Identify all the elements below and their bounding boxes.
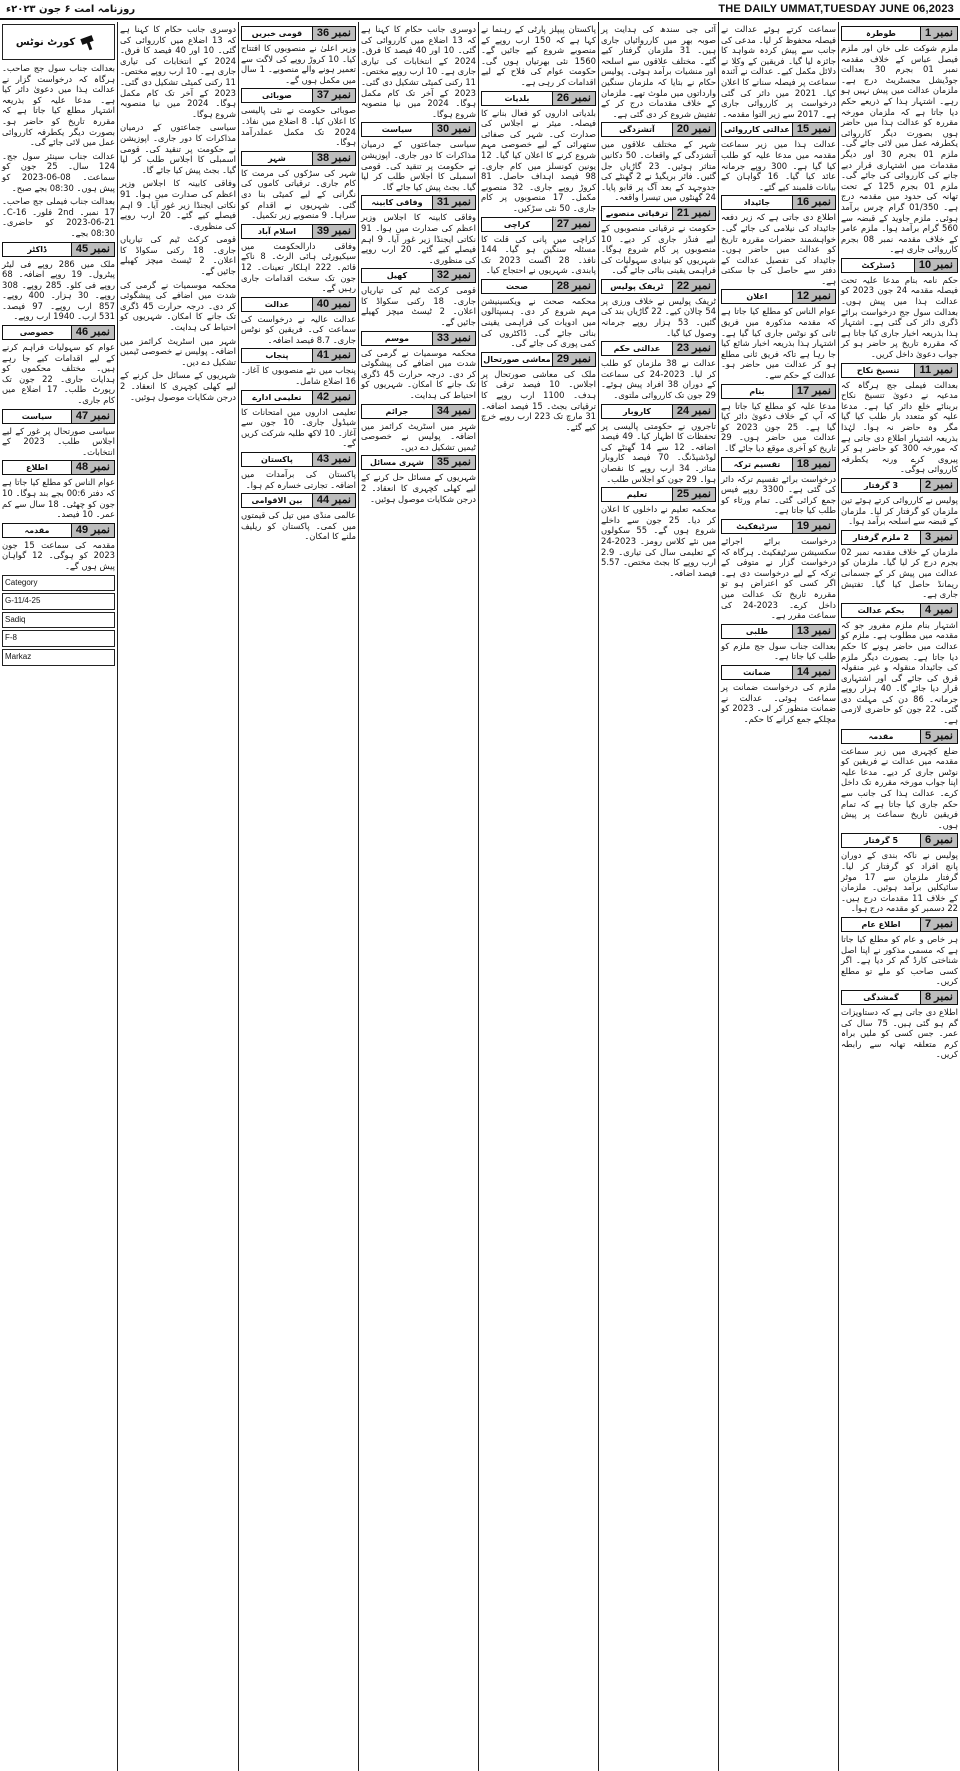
notice-title: سیاست	[21, 411, 53, 421]
notice-title: شہر	[268, 153, 286, 163]
notice-number: نمبر 33	[432, 332, 475, 345]
notice-title: گمشدگی	[863, 992, 899, 1002]
notice-heading	[361, 268, 476, 283]
notice-body-text: بلدیاتی اداروں کو فعال بنانے کا فیصلہ۔ میئر نے اجلاس کی صدارت کی۔ شہر کی صفائی ستھرائی کے لیے خصوصی مہم شروع کرنے کا اعلان کیا گیا۔ 12 یونین کونسلز میں کام جاری۔ 98 فیصد اہداف حاصل۔ 81 کروڑ روپے جاری۔ 32 منصوبے مکمل۔ 17 منصوبوں پر کام جاری۔ 50 نئی سڑکیں۔	[481, 107, 596, 213]
notice-heading	[601, 206, 716, 221]
notice-heading	[2, 409, 115, 424]
masthead-urdu-date: روزنامہ امت ۶ جون ۲۰۲۳ء	[6, 3, 136, 15]
notice-title: سیاست	[381, 125, 413, 135]
notice-body-text: عدالت عالیہ نے درخواست کی سماعت کی۔ فریقین کو نوٹس جاری۔ 8.7 فیصد اضافہ۔	[241, 313, 356, 345]
notice-block	[120, 280, 236, 333]
notice-number: نمبر 41	[312, 349, 355, 362]
notice-heading	[2, 325, 115, 340]
notice-number: نمبر 27	[552, 218, 595, 231]
notice-number: نمبر 22	[672, 280, 715, 293]
notice-number: نمبر 26	[552, 92, 595, 105]
notice-body-text: سیاسی جماعتوں کے درمیان مذاکرات کا دور جاری۔ اپوزیشن نے حکومت پر تنقید کی۔ قومی اسمبلی کا اجلاس طلب کر لیا گیا۔ بجٹ پیش کیا جائے گا۔	[361, 139, 476, 192]
notice-block	[241, 88, 356, 147]
notice-number: نمبر 5	[920, 730, 957, 743]
notice-block	[2, 325, 115, 406]
notice-body-text: پاکستان کی برآمدات میں اضافہ۔ تجارتی خسارہ کم ہوا۔	[241, 469, 356, 490]
notice-title: طلبی	[745, 626, 769, 636]
notice-title: پنجاب	[265, 351, 289, 361]
notice-number: نمبر 18	[792, 458, 835, 471]
notice-block	[841, 258, 958, 360]
notice-block	[601, 341, 716, 400]
notice-block	[120, 178, 236, 231]
notice-title: قومی خبریں	[251, 29, 303, 38]
notice-number: نمبر 15	[792, 123, 835, 136]
notice-heading	[241, 297, 356, 312]
notice-number: نمبر 44	[312, 494, 355, 507]
notice-title: عدالتی حکم	[613, 344, 661, 354]
notice-heading	[481, 352, 596, 367]
notice-heading	[721, 289, 836, 304]
notice-number: نمبر 37	[312, 89, 355, 102]
notice-number: نمبر 11	[914, 364, 957, 377]
notice-number: نمبر 39	[312, 225, 355, 238]
notice-number: نمبر 20	[672, 123, 715, 136]
notice-title: 3 گرفتار	[863, 480, 899, 490]
notice-title: ڈاکٹر	[27, 244, 47, 254]
notice-body-text: محکمہ تعلیم نے داخلوں کا اعلان کر دیا۔ 25 جون سے داخلے شروع ہوں گے۔ 55 سکولوں میں نئے کلاس رومز۔ 2023-24 کے تعلیمی سال کی تیاری۔ 2.9 ارب روپے کا بجٹ مختص۔ 5.57 فیصد اضافہ۔	[601, 504, 717, 578]
notice-heading	[841, 603, 958, 618]
notice-block	[721, 665, 836, 724]
notice-heading	[601, 279, 716, 294]
notice-block	[601, 122, 716, 203]
notice-block	[841, 603, 958, 726]
notice-body-text: پنجاب میں نئے منصوبوں کا آغاز۔ 16 اضلاع شامل۔	[241, 365, 356, 387]
notice-block	[241, 224, 356, 294]
notice-title: کھیل	[386, 271, 408, 281]
notice-block	[601, 24, 716, 119]
column-1	[838, 22, 960, 1771]
notice-block	[2, 151, 115, 193]
notice-heading	[721, 624, 836, 639]
notice-body-text: عوام الناس کو مطلع کیا جاتا ہے کہ مقدمہ مذکورہ میں فریق ثانی کو نوٹس جاری کیا گیا ہے۔ اشتہار ہذا بذریعہ اخبار شائع کیا جا رہا ہے تاکہ فریق ثانی مطلع ہو کر عدالت میں حاضر ہو۔ عدالت کے حکم سے۔	[721, 306, 836, 381]
column-6	[238, 22, 358, 1771]
notice-block	[721, 122, 836, 192]
notice-title: سرٹیفکیٹ	[736, 521, 778, 531]
court-reference: Category	[2, 575, 115, 592]
notice-block	[721, 624, 836, 662]
notice-block	[120, 336, 236, 368]
notice-heading	[2, 460, 115, 475]
notice-block	[2, 523, 115, 572]
notice-body-text: شہر میں اسٹریٹ کرائمز میں اضافہ۔ پولیس نے خصوصی ٹیمیں تشکیل دے دیں۔	[361, 420, 476, 452]
notice-number: نمبر 40	[312, 298, 355, 311]
notice-body-text: ہر خاص و عام کو مطلع کیا جاتا ہے کہ مسمی مذکور نے اپنا اصل شناختی کارڈ گم کر دیا ہے۔ اگر کسی صاحب کو ملے تو مطلع کریں۔	[841, 933, 958, 987]
notice-number: نمبر 28	[552, 280, 595, 293]
notice-heading	[841, 530, 958, 545]
notice-title: بحکم عدالت	[857, 605, 905, 615]
notice-body-text: تاجروں نے حکومتی پالیسی پر تحفظات کا اظہار کیا۔ 49 فیصد اضافہ۔ 12 سے 14 گھنٹے کی لوڈشیڈنگ۔ 70 فیصد کاروبار متاثر۔ 34 ارب روپے کا نقصان ہوا۔ 29 جون کو اجلاس طلب۔	[601, 420, 716, 484]
notice-heading	[841, 26, 958, 41]
notice-block	[241, 151, 356, 221]
notice-body-text: حکم نامہ بنام مدعا علیہ تحت فیصلہ مقدمہ 24 جون 2023 کو عدالت ہذا میں پیش ہوں۔ بعدالت سول جج درخواست برائے ڈگری دائر کی گئی ہے۔ اشتہار ہذا بذریعہ اخبار جاری کیا جاتا ہے کہ مقررہ تاریخ پر حاضر ہو کر جواب دعویٰ داخل کریں۔	[841, 274, 959, 360]
notice-block	[361, 122, 476, 192]
notice-body-text: سیاسی صورتحال پر غور کے لیے اجلاس طلب۔ 2023 کے انتخابات۔	[2, 425, 115, 457]
notice-heading	[841, 917, 958, 932]
column-4	[478, 22, 598, 1771]
notice-body-text: وزیر اعلیٰ نے منصوبوں کا افتتاح کیا۔ 10 کروڑ روپے کی لاگت سے تعمیر ہونے والے منصوبے۔ 1 سال میں مکمل ہوں گے۔	[241, 43, 357, 85]
notice-heading	[721, 519, 836, 534]
notice-heading	[841, 478, 958, 493]
court-notice-header	[2, 24, 115, 60]
masthead-english-title: THE DAILY UMMAT,TUESDAY JUNE 06,2023	[718, 3, 954, 15]
notice-number: نمبر 16	[792, 196, 835, 209]
notice-title: خصوصی	[19, 328, 55, 338]
notice-title: بلدیات	[504, 93, 530, 103]
notice-body-text: ملک میں 286 روپے فی لیٹر پیٹرول۔ 19 روپے اضافہ۔ 68 روپے فی کلو۔ 285 روپے۔ 308 روپے۔ 30 ہزار۔ 400 روپے۔ 857 ارب روپے۔ 97 فیصد۔ 531 ارب۔ 1940 ارب روپے۔	[2, 258, 116, 322]
notice-title: ٹریفک پولیس	[610, 281, 664, 291]
notice-block	[601, 279, 716, 338]
notice-body-text: بعدالت جناب سول جج ملزم کو طلب کیا جاتا ہے۔	[721, 640, 836, 662]
notice-block	[2, 409, 115, 458]
notice-title: آتشزدگی	[619, 125, 655, 135]
notice-title: تعلیمی ادارے	[252, 392, 302, 402]
notice-number: نمبر 6	[920, 834, 957, 847]
notice-heading	[841, 833, 958, 848]
notice-body-text: شہریوں کے مسائل حل کرنے کے لیے کھلی کچہری کا انعقاد۔ 2 درجن شکایات موصول ہوئیں۔	[361, 472, 476, 504]
notice-block	[721, 195, 836, 286]
notice-block	[2, 242, 115, 323]
notice-number: نمبر 2	[920, 479, 957, 492]
notice-block	[2, 196, 115, 238]
notice-number: نمبر 3	[920, 531, 957, 544]
notice-body-text: مدعا علیہ کو مطلع کیا جاتا ہے کہ آپ کے خلاف دعویٰ دائر کیا گیا ہے۔ 25 جون 2023 کو عدالت میں حاضر ہوں۔ 29 تاریخ کو آخری موقع دیا جائے گا۔	[721, 400, 836, 453]
notice-body-text: درخواست برائے تقسیم ترکہ دائر کی گئی ہے۔ 3300 روپے فیس جمع کرائی گئی۔ تمام ورثاء کو طلب کیا جاتا ہے۔	[721, 473, 837, 516]
notice-heading	[721, 384, 836, 399]
notice-body-text: شہر میں اسٹریٹ کرائمز میں اضافہ۔ پولیس نے خصوصی ٹیمیں تشکیل دے دیں۔	[120, 335, 236, 367]
notice-number: نمبر 4	[920, 604, 957, 617]
notice-title: بنام	[749, 386, 765, 396]
notice-title: تنسیخ نکاح	[856, 365, 900, 375]
notice-number: نمبر 49	[71, 524, 114, 537]
notice-block	[241, 493, 356, 542]
notice-number: نمبر 24	[672, 405, 715, 418]
notice-number: نمبر 1	[920, 27, 957, 40]
court-reference: Markaz	[2, 649, 115, 666]
court-reference: G-11/4-25	[2, 593, 115, 610]
notice-heading	[721, 195, 836, 210]
notice-number: نمبر 35	[432, 456, 475, 469]
notice-body-text: صوبائی حکومت نے نئی پالیسی کا اعلان کیا۔ 8 اضلاع میں نفاذ۔ 2024 تک مکمل عملدرآمد ہوگا۔	[241, 105, 356, 148]
notice-block	[601, 487, 716, 578]
notice-heading	[841, 990, 958, 1005]
notice-heading	[241, 452, 356, 467]
notice-heading	[481, 91, 596, 106]
notice-title: مقدمہ	[868, 731, 894, 741]
notice-body-text: ضلع کچہری میں زیر سماعت مقدمہ میں عدالت نے فریقین کو نوٹس جاری کر دیے۔ مدعا علیہ اپنا جواب مورخہ مقررہ تک داخل کرے۔ عدالت ہذا کی جانب سے حکم جاری کیا جاتا ہے کہ تمام فریقین تاریخ سماعت پر پیش ہوں۔	[841, 745, 958, 830]
notice-title: پاکستان	[260, 455, 293, 465]
notice-block	[241, 452, 356, 490]
notice-title: موسم	[384, 333, 409, 343]
notice-body-text: عوام کو سہولیات فراہم کرنے کے لیے اقدامات کیے جا رہے ہیں۔ مختلف محکموں کو ہدایات جاری۔ 22 جون تک رپورٹ طلب۔ 17 اضلاع میں کام جاری۔	[2, 342, 115, 406]
notice-body-text: عدالت جناب سینئر سول جج۔ 124 سال۔ 25 جون کو سماعت۔ 08-06-2023 کو پیش ہوں۔ 08:30 بجے صبح۔	[2, 150, 116, 193]
notice-title: مقدمہ	[24, 525, 50, 535]
notice-title: تعلیم	[626, 490, 648, 500]
notice-heading	[841, 363, 958, 378]
notice-block	[481, 352, 596, 433]
notice-body-text: آئی جی سندھ کی ہدایت پر صوبہ بھر میں کارروائیاں جاری ہیں۔ 31 ملزمان گرفتار کیے گئے۔ مختلف علاقوں سے اسلحہ اور منشیات برآمد ہوئی۔ پولیس حکام نے بتایا کہ ملزمان سنگین وارداتوں میں ملوث تھے۔ ملزمان کے خلاف مقدمات درج کر کے تفتیش شروع کر دی گئی ہے۔	[601, 24, 716, 119]
notice-body-text: قومی کرکٹ ٹیم کی تیاریاں جاری۔ 18 رکنی سکواڈ کا اعلان۔ 2 ٹیسٹ میچز کھیلے جائیں گے۔	[361, 285, 477, 328]
notice-block	[721, 289, 836, 380]
notice-body-text: پاکستان پیپلز پارٹی کے رہنما نے کہا ہے کہ 150 ارب روپے کے منصوبے شروع کیے جائیں گے۔ 1560 نئی بھرتیاں ہوں گی۔ حکومت عوام کی فلاح کے لیے اقدامات کر رہی ہے۔	[481, 24, 596, 87]
notice-body-text: شہر کے مختلف علاقوں میں آتشزدگی کے واقعات۔ 50 دکانیں متاثر ہوئیں۔ 23 گاڑیاں جل گئیں۔ فائر بریگیڈ نے 2 گھنٹے کی جدوجہد کے بعد آگ پر قابو پایا۔ 24 گھنٹوں میں تیسرا واقعہ۔	[601, 139, 716, 203]
notice-block	[120, 234, 236, 276]
notice-body-text: ٹریفک پولیس نے خلاف ورزی پر 54 چالان کیے۔ 22 گاڑیاں بند کی گئیں۔ 53 ہزار روپے جرمانہ وصول کیا گیا۔	[601, 295, 716, 338]
notice-number: نمبر 7	[920, 918, 957, 931]
notice-block	[2, 63, 115, 148]
notice-number: نمبر 31	[432, 196, 475, 209]
notice-title: شہری مسائل	[369, 458, 424, 468]
notice-title: معاشی صورتحال	[483, 354, 551, 364]
notice-heading	[601, 122, 716, 137]
notice-heading	[241, 493, 356, 508]
notice-title: جرائم	[385, 406, 409, 416]
notice-body-text: محکمہ موسمیات نے گرمی کی شدت میں اضافے کی پیشگوئی کر دی۔ درجہ حرارت 45 ڈگری تک جانے کا امکان۔ شہریوں کو احتیاط کی ہدایت۔	[361, 347, 476, 401]
notice-block	[841, 363, 958, 475]
notice-body-text: ملک کی معاشی صورتحال پر اجلاس۔ 10 فیصد ترقی کا ہدف۔ 1100 ارب روپے کا ترقیاتی بجٹ۔ 15 فیصد اضافہ۔ 31 مارچ تک 223 ارب روپے خرچ کیے گئے۔	[481, 368, 596, 432]
notice-block	[2, 460, 115, 519]
notice-number: نمبر 36	[312, 27, 355, 40]
notice-heading	[721, 122, 836, 137]
notice-title: وفاقی کابینہ	[371, 198, 423, 208]
notice-block	[481, 24, 596, 88]
notice-title: ترقیاتی منصوبے	[605, 208, 669, 218]
notice-number: نمبر 34	[432, 405, 475, 418]
notice-heading	[721, 665, 836, 680]
notice-number: نمبر 43	[312, 453, 355, 466]
notice-number: نمبر 30	[432, 123, 475, 136]
notice-body-text: دوسری جانب حکام کا کہنا ہے کہ 13 اضلاع میں کارروائی کی گئی۔ 10 اور 40 فیصد کا فرق۔ 2024 کے انتخابات کی تیاری جاری ہے۔ 10 ارب روپے مختص۔ 11 رکنی کمیٹی تشکیل دی گئی۔ 2023 کے آخر تک کام مکمل ہوگا۔ 2024 میں نیا منصوبہ شروع ہوگا۔	[120, 24, 237, 119]
notice-number: نمبر 21	[672, 207, 715, 220]
notice-number: نمبر 42	[312, 391, 355, 404]
notice-body-text: بعدالت فیملی جج ہرگاہ کہ مدعیہ نے دعویٰ تنسیخ نکاح بربنائے خلع دائر کیا ہے۔ مدعا علیہ کو متعدد بار طلب کیا گیا مگر وہ حاضر نہ ہوا۔ لہٰذا بذریعہ اشتہار اطلاع دی جاتی ہے کہ مورخہ 300 کو حاضر ہو کر پیروی کرے ورنہ یکطرفہ کارروائی ہوگی۔	[841, 379, 958, 475]
notice-number: نمبر 47	[71, 410, 114, 423]
notice-number: نمبر 23	[672, 342, 715, 355]
notice-heading	[2, 242, 115, 257]
notice-title: اعلان	[746, 292, 768, 302]
notice-body-text: کراچی میں پانی کی قلت کا مسئلہ سنگین ہو گیا۔ 144 نافذ۔ 28 اگست 2023 تک پابندی۔ شہریوں نے احتجاج کیا۔	[481, 233, 596, 276]
notice-body-text: اطلاع دی جاتی ہے کہ زیر دفعہ جائیداد کی نیلامی کی جائے گی۔ خواہشمند حضرات مقررہ تاریخ کو عدالت میں حاضر ہوں۔ جائیداد کی تفصیل عدالت کے دفتر سے حاصل کی جا سکتی ہے۔	[721, 212, 836, 286]
column-7	[118, 22, 238, 1771]
notice-block	[841, 917, 958, 987]
notice-body-text: بعدالت جناب فیملی جج صاحب۔ 17 نمبر۔ 2nd فلور۔ 16-C۔ 21-06-2023 کو حاضری۔ 08:30 بجے۔	[2, 196, 115, 238]
notice-block	[481, 91, 596, 214]
notice-number: نمبر 29	[552, 353, 595, 366]
notice-block	[841, 26, 958, 255]
notice-number: نمبر 13	[792, 625, 835, 638]
court-reference: Sadiq	[2, 612, 115, 629]
notice-body-text: ملزمان کے خلاف مقدمہ نمبر 02 بجرم درج کر لیا گیا۔ ملزمان کو عدالت میں پیش کر کے جسمانی ریمانڈ حاصل کیا گیا۔ تفتیش جاری ہے۔	[841, 546, 958, 600]
court-notice-title: کورٹ نوٹس	[15, 36, 76, 48]
notice-heading	[601, 341, 716, 356]
notice-heading	[361, 404, 476, 419]
notice-body-text: سیاسی جماعتوں کے درمیان مذاکرات کا دور جاری۔ اپوزیشن نے حکومت پر تنقید کی۔ قومی اسمبلی کا اجلاس طلب کر لیا گیا۔ بجٹ پیش کیا جائے گا۔	[120, 122, 236, 175]
notice-heading	[841, 258, 958, 273]
notice-number: نمبر 25	[672, 488, 715, 501]
notice-title: ڈسٹرکٹ	[861, 260, 895, 270]
notice-block	[721, 24, 836, 119]
notice-body-text: اشتہار بنام ملزم مفرور جو کہ مقدمہ میں مطلوب ہے۔ ملزم کو عدالت میں حاضر ہونے کا حکم دیا جاتا ہے۔ بصورت دیگر ملزم کی جائیداد منقولہ و غیر منقولہ قرق کی جائے گی اور اشتہاری قرار دیا جائے گا۔ 40 ہزار روپے جرمانہ۔ 86 دن کی مہلت دی گئی۔ 22 جون کو حاضری لازمی ہے۔	[841, 619, 958, 726]
notice-body-text: عدالت ہذا میں زیر سماعت مقدمہ میں مدعا علیہ کو طلب کیا گیا ہے۔ 300 روپے جرمانہ عائد کیا گیا۔ 16 گواہان کے بیانات قلمبند کیے گئے۔	[721, 139, 837, 192]
notice-block	[841, 990, 958, 1060]
notice-title: صوبائی	[262, 91, 292, 101]
notice-body-text: شہر کی سڑکوں کی مرمت کا کام جاری۔ ترقیاتی کاموں کی نگرانی کے لیے کمیٹی بنا دی گئی۔ شہریوں نے اقدام کو سراہا۔ 9 منصوبے زیر تکمیل۔	[241, 167, 356, 221]
notice-heading	[241, 88, 356, 103]
column-3	[598, 22, 718, 1771]
notice-heading	[241, 224, 356, 239]
notice-title: تقسیم ترکہ	[733, 459, 781, 469]
notice-block	[120, 122, 236, 175]
notice-body-text: بعدالت جناب سول جج صاحب۔ ہرگاہ کہ درخواست گزار نے عدالت ہذا میں دعویٰ دائر کیا ہے۔ مدعا علیہ کو بذریعہ اشتہار مطلع کیا جاتا ہے کہ مقررہ تاریخ کو حاضر ہو۔ بصورت دیگر یکطرفہ کارروائی عمل میں لائی جائے گی۔	[2, 63, 115, 148]
notice-title: طوطرہ	[866, 29, 896, 38]
notice-number: نمبر 38	[312, 152, 355, 165]
notice-block	[601, 404, 716, 485]
notice-title: کراچی	[503, 219, 531, 229]
notice-body-text: حکومت نے ترقیاتی منصوبوں کے لیے فنڈز جاری کر دیے۔ 10 منصوبوں پر کام شروع ہوگا۔ شہریوں کو بنیادی سہولیات کی فراہمی یقینی بنائی جائے گی۔	[601, 222, 716, 276]
notice-title: بین الاقوامی	[251, 496, 303, 506]
notice-block	[120, 24, 236, 119]
notice-body-text: مقدمہ کی سماعت 15 جون 2023 کو ہوگی۔ 12 گواہان پیش ہوں گے۔	[2, 539, 115, 571]
notice-body-text: اطلاع دی جاتی ہے کہ دستاویزات گم ہو گئی ہیں۔ 75 سال کی عمر۔ جس کسی کو ملیں براہ کرم متعلقہ تھانہ سے رابطہ کریں۔	[841, 1006, 958, 1060]
notice-body-text: وفاقی کابینہ کا اجلاس وزیر اعظم کی صدارت میں ہوا۔ 91 نکاتی ایجنڈا زیر غور آیا۔ 9 اہم فیصلے کیے گئے۔ 20 ارب روپے کی منظوری۔	[361, 212, 476, 265]
notice-number: نمبر 8	[920, 991, 957, 1004]
notice-heading	[2, 523, 115, 538]
notice-title: اطلاع عام	[861, 919, 901, 929]
notice-heading	[601, 487, 716, 502]
notice-block	[601, 206, 716, 276]
newspaper-page	[0, 22, 960, 1771]
notice-title: صحت	[505, 281, 528, 291]
notice-block	[241, 348, 356, 386]
notice-block	[841, 530, 958, 600]
notice-heading	[481, 217, 596, 232]
notice-block	[361, 455, 476, 504]
masthead	[0, 0, 960, 20]
notice-block	[841, 478, 958, 527]
gavel-icon	[79, 35, 101, 49]
notice-title: جائیداد	[743, 198, 771, 208]
notice-number: نمبر 14	[792, 666, 835, 679]
notice-title: ضمانت	[743, 667, 771, 677]
notice-block	[361, 404, 476, 453]
notice-heading	[361, 455, 476, 470]
notice-heading	[241, 26, 356, 41]
notice-body-text: ملزم شوکت علی خان اور ملزم فیصل عباس کے خلاف مقدمہ نمبر 01 بجرم 30 بعدالت جوڈیشل مجسٹریٹ درج ہے۔ ملزمان عدالت میں پیش نہیں ہو رہے۔ اشتہار ہذا کے ذریعے حکم دیا جاتا ہے کہ ملزمان مورخہ مقررہ کو عدالت ہذا میں حاضر ہوں بصورت دیگر کارروائی یکطرفہ عمل میں لائی جائے گی۔ ملزم 01 بجرم 30 اور دیگر مقدمات میں اشتہاری قرار دیے جانے کی کارروائی کی جائے گی۔ ملزم 01 بجرم 125 کے تحت تھانہ کی حدود میں مقدمہ درج ہے۔ 01/350 گرام چرس برآمد ہوئی۔ ملزم جاوید کے قبضہ سے 560 گرام برآمد ہوا۔ ملزم عامر کے خلاف مقدمہ نمبر 08 بجرم کارروائی جاری ہے۔	[841, 43, 959, 255]
notice-heading	[481, 279, 596, 294]
notice-body-text: محکمہ صحت نے ویکسینیشن مہم شروع کر دی۔ ہسپتالوں میں ادویات کی فراہمی یقینی بنائی جائے گی۔ ڈاکٹروں کی کمی پوری کی جائے گی۔	[481, 295, 596, 349]
notice-block	[241, 26, 356, 85]
notice-block	[841, 729, 958, 831]
notice-block	[721, 384, 836, 454]
notice-title: اطلاع	[26, 463, 48, 473]
notice-column	[0, 22, 118, 1771]
notice-body-text: عوام الناس کو مطلع کیا جاتا ہے کہ دفتر 00:6 بجے بند ہوگا۔ 10 جون کو چھٹی۔ 18 سال سے کم عمر۔ 10 فیصد۔	[2, 477, 115, 520]
notice-block	[241, 297, 356, 346]
notice-block	[481, 279, 596, 349]
notice-heading	[361, 331, 476, 346]
notice-block	[481, 217, 596, 276]
notice-heading	[241, 348, 356, 363]
notice-body-text: ملزم کی درخواست ضمانت پر سماعت ہوئی۔ عدالت نے ضمانت منظور کر لی۔ 2023 کو مچلکے جمع کرانے کا حکم۔	[721, 681, 836, 724]
notice-body-text: عدالت نے 38 ملزمان کو طلب کر لیا۔ 2023-24 کی سماعت کے دوران 38 افراد پیش ہوئے۔ 29 جون تک کارروائی ملتوی۔	[601, 358, 716, 401]
notice-heading	[361, 195, 476, 210]
notice-block	[841, 833, 958, 914]
notice-heading	[841, 729, 958, 744]
notice-number: نمبر 48	[71, 461, 114, 474]
notice-body-text: شہریوں کے مسائل حل کرنے کے لیے کھلی کچہری کا انعقاد۔ 2 درجن شکایات موصول ہوئیں۔	[120, 370, 236, 402]
notice-body-text: پولیس نے ناکہ بندی کے دوران پانچ افراد کو گرفتار کر لیا۔ گرفتار ملزمان سے 17 موٹر سائیکلیں برآمد ہوئیں۔ ملزمان کے خلاف 11 مقدمات درج ہیں۔ 22 دسمبر کو مقدمہ درج ہوا۔	[841, 850, 958, 914]
notice-body-text: محکمہ موسمیات نے گرمی کی شدت میں اضافے کی پیشگوئی کر دی۔ درجہ حرارت 45 ڈگری تک جانے کا امکان۔ شہریوں کو احتیاط کی ہدایت۔	[120, 279, 236, 333]
notice-block	[361, 24, 476, 119]
notice-number: نمبر 10	[914, 259, 957, 272]
notice-number: نمبر 12	[792, 290, 835, 303]
notice-body-text: وفاقی کابینہ کا اجلاس وزیر اعظم کی صدارت میں ہوا۔ 91 نکاتی ایجنڈا زیر غور آیا۔ 9 اہم فیصلے کیے گئے۔ 20 ارب روپے کی منظوری۔	[120, 178, 236, 231]
notice-number: نمبر 32	[432, 269, 475, 282]
notice-body-text: وفاقی دارالحکومت میں سیکیورٹی ہائی الرٹ۔ 8 ناکے قائم۔ 222 اہلکار تعینات۔ 12 جون تک سخت اقدامات جاری رہیں گے۔	[241, 240, 356, 294]
notice-body-text: قومی کرکٹ ٹیم کی تیاریاں جاری۔ 18 رکنی سکواڈ کا اعلان۔ 2 ٹیسٹ میچز کھیلے جائیں گے۔	[120, 234, 237, 277]
notice-body-text: درخواست برائے اجرائے سکسیشن سرٹیفکیٹ۔ ہرگاہ کہ درخواست گزار نے متوفی کے ترکہ کے لیے درخواست دی ہے۔ اگر کسی کو اعتراض ہو تو مقررہ تاریخ تک عدالت میں داخل کرے۔ 2023-24 کی سماعت مقرر ہے۔	[721, 535, 836, 621]
notice-heading	[241, 390, 356, 405]
notice-heading	[721, 457, 836, 472]
court-reference: F-8	[2, 630, 115, 647]
notice-number: نمبر 46	[71, 326, 114, 339]
notice-number: نمبر 45	[71, 243, 114, 256]
notice-number: نمبر 19	[792, 520, 835, 533]
notice-body-text: سماعت کرتے ہوئے عدالت نے فیصلہ محفوظ کر لیا۔ مدعی کی جانب سے پیش کردہ شواہد کا جائزہ لیا گیا۔ فریقین کے وکلا نے دلائل مکمل کیے۔ عدالت نے آئندہ سماعت پر فیصلہ سنانے کا اعلان کیا۔ 2021 میں دائر کی گئی درخواست پر کارروائی جاری ہے۔ 2017 سے زیر التوا مقدمہ۔	[721, 24, 836, 119]
notice-title: اسلام آباد	[257, 226, 297, 236]
notice-body-text: پولیس نے کارروائی کرتے ہوئے تین ملزمان کو گرفتار کر لیا۔ ملزمان کے قبضہ سے اسلحہ برآمد ہوا۔	[841, 494, 958, 527]
notice-title: عدالتی کارروائی	[724, 125, 790, 135]
notice-block	[721, 519, 836, 621]
notice-number: نمبر 17	[792, 385, 835, 398]
notice-body-text: دوسری جانب حکام کا کہنا ہے کہ 13 اضلاع میں کارروائی کی گئی۔ 10 اور 40 فیصد کا فرق۔ 2024 کے انتخابات کی تیاری جاری ہے۔ 10 ارب روپے مختص۔ 11 رکنی کمیٹی تشکیل دی گئی۔ 2023 کے آخر تک کام مکمل ہوگا۔ 2024 میں نیا منصوبہ شروع ہوگا۔	[361, 24, 477, 119]
notice-block	[120, 370, 236, 402]
notice-title: 5 گرفتار	[863, 836, 899, 846]
notice-title: کاروبار	[623, 406, 651, 416]
notice-body-text: عالمی منڈی میں تیل کی قیمتوں میں کمی۔ پاکستان کو ریلیف ملنے کا امکان۔	[241, 510, 356, 542]
notice-block	[241, 390, 356, 449]
notice-title: عدالت	[264, 299, 290, 309]
notice-title: 2 ملزم گرفتار	[853, 532, 909, 542]
notice-body-text: تعلیمی اداروں میں امتحانات کا شیڈول جاری۔ 10 جون سے آغاز۔ 10 لاکھ طلبہ شرکت کریں گے۔	[241, 406, 356, 449]
notice-heading	[241, 151, 356, 166]
notice-heading	[601, 404, 716, 419]
notice-block	[361, 331, 476, 401]
notice-block	[721, 457, 836, 516]
notice-block	[361, 268, 476, 327]
column-2	[718, 22, 838, 1771]
notice-heading	[361, 122, 476, 137]
column-5	[358, 22, 478, 1771]
notice-block	[361, 195, 476, 265]
